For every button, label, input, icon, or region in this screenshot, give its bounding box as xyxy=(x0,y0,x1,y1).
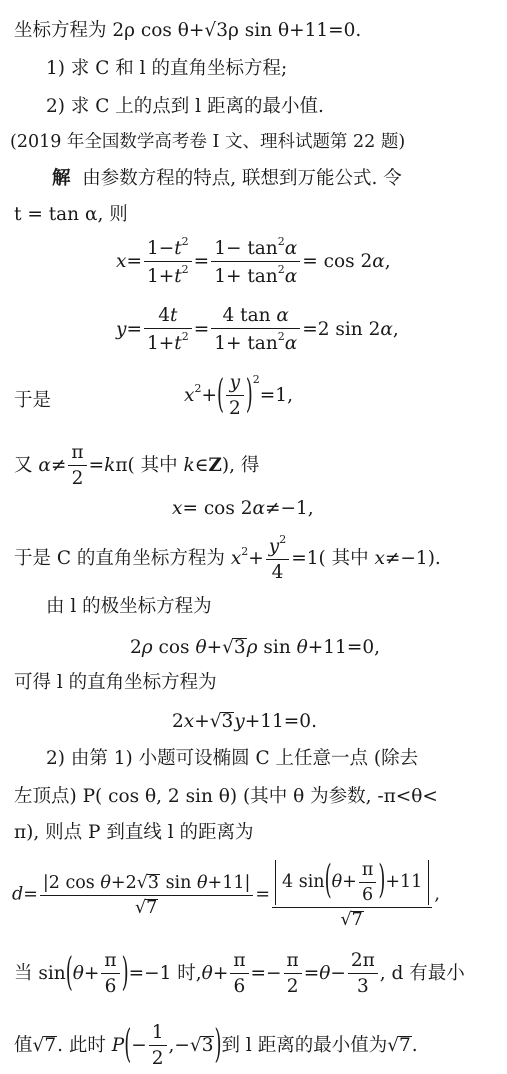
part2-line2: 左顶点) P( cos θ, 2 sin θ) (其中 θ 为参数, -π<θ< xyxy=(14,786,438,807)
equation-x-neq: x= cos 2α≠−1, xyxy=(172,498,314,519)
l-polar-equation: 2ρ cos θ+√3ρ sin θ+11=0, xyxy=(130,637,380,658)
distance-formula: d= $\frac{\text{|2 cos θ+2√3 sin θ+11|}}{√7}$ = 4 sin(θ+ $\frac{\pi}{6}$ )+11 √7 , xyxy=(12,857,440,931)
solution-intro xyxy=(52,170,402,189)
condition-line: 又 α≠ $\frac{\pi}{2}$ =kπ( 其中 k∈Z), 得 xyxy=(14,442,260,490)
l-rect-equation: 2x+√3y+11=0. xyxy=(172,711,317,732)
part2-line1: 2) 由第 1) 小题可设椭圆 C 上任意一点 (除去 xyxy=(46,748,419,769)
solution-intro-text: 由参数方程的特点, 联想到万能公式. 令 xyxy=(82,168,402,189)
solution-intro-2: t = tan α, 则 xyxy=(14,204,128,225)
equation-x: x= $\frac{1-t^2}{1+t^2}$ = $\frac{1- \tan^2\alpha}{1+ \tan^2\alpha}$ = cos 2α, xyxy=(116,235,391,288)
l-polar-text: 由 l 的极坐标方程为 xyxy=(46,596,212,617)
problem-source: (2019 年全国数学高考卷 Ⅰ 文、理科试题第 22 题) xyxy=(10,132,406,152)
l-rect-text: 可得 l 的直角坐标方程为 xyxy=(14,672,217,693)
c-equation-line: 于是 C 的直角坐标方程为 $x^2+$ $\frac{y^2}{4}$ =1( 其中 x≠−1). xyxy=(14,533,441,584)
part2-line3: π), 则点 P 到直线 l 的距离为 xyxy=(14,822,254,843)
problem-line1: 坐标方程为 2ρ cos θ+√3ρ sin θ+11=0. xyxy=(14,20,362,41)
equation-ellipse: $x^2+$( $\frac{y}{2}$ )$^2$=1, xyxy=(184,371,293,420)
minimum-condition: 当 sin(θ+ $\frac{\pi}{6}$ )=−1 时,θ+ $\frac{\pi}{6}$ =− $\frac{\pi}{2}$ =θ− $\frac{2\pi}{3}$ , d 有最小 xyxy=(14,949,465,998)
equation-y: y= $\frac{4t}{1+t^2}$ = $\frac{\text{4 tan α}}{1+ \tan^2\alpha}$ =2 sin 2α, xyxy=(116,305,399,355)
label-yushi: 于是 xyxy=(14,390,52,411)
solution-label: 解 xyxy=(52,168,71,189)
final-result: 值√7. 此时 P(− $\frac{1}{2}$ ,−√3)到 l 距离的最小值为√7. xyxy=(14,1021,418,1070)
question-1: 1) 求 C 和 l 的直角坐标方程; xyxy=(46,58,288,79)
question-2: 2) 求 C 上的点到 l 距离的最小值. xyxy=(46,96,324,117)
